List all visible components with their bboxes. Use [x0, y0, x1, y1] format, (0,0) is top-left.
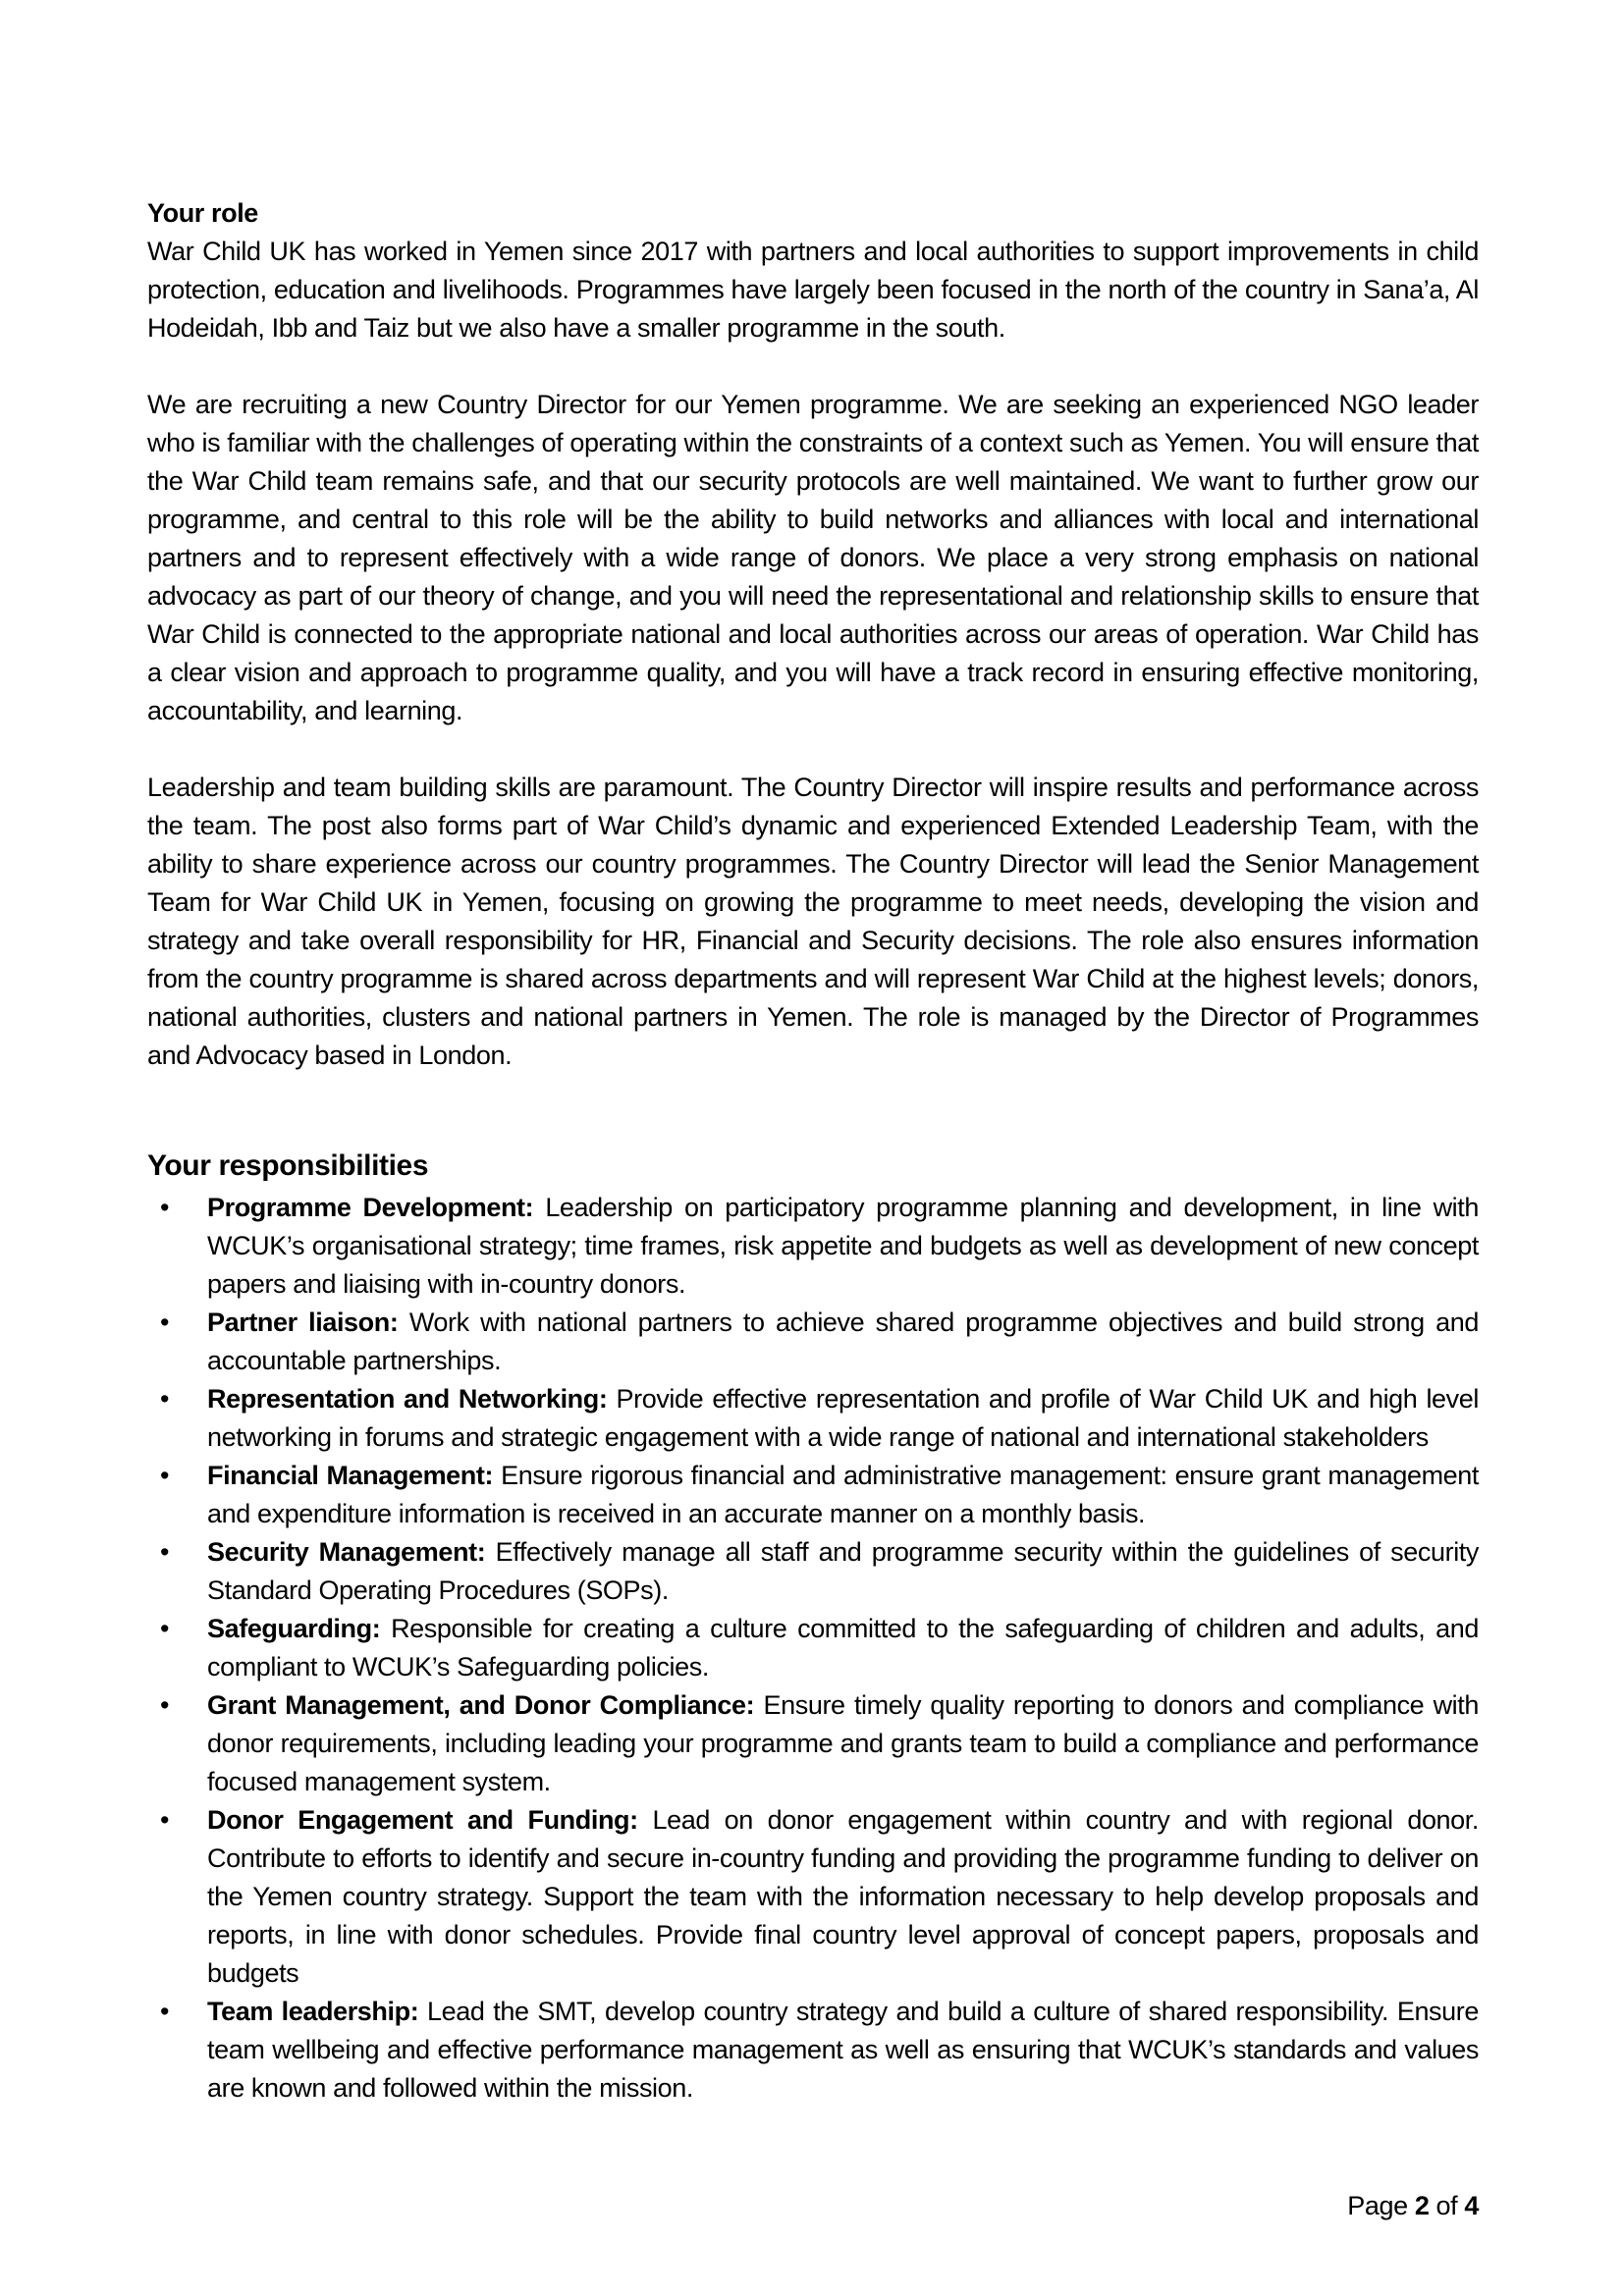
- footer-of: of: [1429, 2191, 1465, 2220]
- bullet-text: Provide effective representation and profile of War Child UK and high level networking in forums and strategic engagement with a wide range of national and international stakeholders: [207, 1384, 1479, 1452]
- bullet-label: Partner liaison:: [207, 1308, 399, 1337]
- list-item-team-leadership: [147, 1993, 1479, 2108]
- bullet-text: Lead the SMT, develop country strategy and build a culture of shared responsibility. Ensure team wellbeing and effective performance management as well as ensuring that WCUK’s standards and values are known and followed within the mission.: [207, 1997, 1479, 2103]
- responsibilities-list: [147, 1189, 1479, 2108]
- bullet-text: Leadership on participatory programme planning and development, in line with WCUK’s organisational strategy; time frames, risk appetite and budgets as well as development of new concept papers and liaising with in-country donors.: [207, 1193, 1480, 1299]
- bullet-text: Work with national partners to achieve shared programme objectives and build strong and accountable partnerships.: [207, 1308, 1479, 1375]
- list-item-financial-management: [147, 1457, 1479, 1533]
- bullet-icon: •: [160, 1614, 170, 1643]
- bullet-text: Responsible for creating a culture committed to the safeguarding of children and adults, and compliant to WCUK’s Safeguarding policies.: [207, 1614, 1479, 1682]
- bullet-text: Lead on donor engagement within country and with regional donor. Contribute to efforts to identify and secure in-country funding and providing the programme funding to deliver on the Yemen country strategy. Support the team with the information necessary to help develop proposals and reports, in line with donor schedules. Provide final country level approval of concept papers, proposals and budgets: [207, 1805, 1479, 1988]
- page-footer: [1347, 2187, 1479, 2225]
- bullet-label: Grant Management, and Donor Compliance:: [207, 1690, 755, 1720]
- bullet-icon: •: [160, 1805, 170, 1835]
- bullet-icon: •: [160, 1193, 170, 1222]
- list-item-programme-development: [147, 1189, 1479, 1304]
- bullet-text: Effectively manage all staff and programme security within the guidelines of security Standard Operating Procedures (SOPs).: [207, 1537, 1479, 1605]
- bullet-icon: •: [160, 1384, 170, 1414]
- bullet-text: Ensure timely quality reporting to donors and compliance with donor requirements, including leading your programme and grants team to build a compliance and performance focused management system.: [207, 1690, 1479, 1796]
- footer-current-page: 2: [1414, 2191, 1430, 2220]
- list-item-partner-liaison: [147, 1304, 1479, 1380]
- document-body: [147, 194, 1479, 2108]
- footer-page-prefix: Page: [1347, 2191, 1415, 2220]
- paragraph-leadership: Leadership and team building skills are paramount. The Country Director will inspire results and performance across the team. The post also forms part of War Child’s dynamic and experienced Extended Leadership Team, with the ability to share experience across our country programmes. The Country Director will lead the Senior Management Team for War Child UK in Yemen, focusing on growing the programme to meet needs, developing the vision and strategy and take overall responsibility for HR, Financial and Security decisions. The role also ensures information from the country programme is shared across departments and will represent War Child at the highest levels; donors, national authorities, clusters and national partners in Yemen. The role is managed by the Director of Programmes and Advocacy based in London.: [147, 773, 1479, 1070]
- list-item-security-management: [147, 1533, 1479, 1610]
- bullet-label: Team leadership:: [207, 1997, 419, 2026]
- bullet-label: Representation and Networking:: [207, 1384, 608, 1414]
- bullet-label: Security Management:: [207, 1537, 486, 1567]
- bullet-label: Safeguarding:: [207, 1614, 381, 1643]
- list-item-safeguarding: [147, 1610, 1479, 1686]
- bullet-label: Financial Management:: [207, 1461, 494, 1490]
- list-item-donor-engagement-funding: [147, 1801, 1479, 1993]
- bullet-icon: •: [160, 1461, 170, 1490]
- list-item-grant-management-donor-compliance: [147, 1686, 1479, 1801]
- bullet-icon: •: [160, 1537, 170, 1567]
- section-heading-your-responsibilities: Your responsibilities: [147, 1149, 429, 1182]
- section-heading-your-role: Your role: [147, 198, 258, 228]
- bullet-label: Donor Engagement and Funding:: [207, 1805, 638, 1835]
- bullet-label: Programme Development:: [207, 1193, 534, 1222]
- paragraph-role-intro: War Child UK has worked in Yemen since 2017 with partners and local authorities to support improvements in child protection, education and livelihoods. Programmes have largely been focused in the north of the country in Sana’a, Al Hodeidah, Ibb and Taiz but we also have a smaller programme in the south.: [147, 237, 1479, 343]
- footer-total-pages: 4: [1464, 2191, 1479, 2220]
- paragraph-recruiting: We are recruiting a new Country Director for our Yemen programme. We are seeking an experienced NGO leader who is familiar with the challenges of operating within the constraints of a context such as Yemen. You will ensure that the War Child team remains safe, and that our security protocols are well maintained. We want to further grow our programme, and central to this role will be the ability to build networks and alliances with local and international partners and to represent effectively with a wide range of donors. We place a very strong emphasis on national advocacy as part of our theory of change, and you will need the representational and relationship skills to ensure that War Child is connected to the appropriate national and local authorities across our areas of operation. War Child has a clear vision and approach to programme quality, and you will have a track record in ensuring effective monitoring, accountability, and learning.: [147, 390, 1479, 725]
- bullet-text: Ensure rigorous financial and administrative management: ensure grant management and expenditure information is received in an accurate manner on a monthly basis.: [207, 1461, 1480, 1528]
- bullet-icon: •: [160, 1308, 170, 1337]
- list-item-representation-networking: [147, 1380, 1479, 1457]
- bullet-icon: •: [160, 1997, 170, 2026]
- bullet-icon: •: [160, 1690, 170, 1720]
